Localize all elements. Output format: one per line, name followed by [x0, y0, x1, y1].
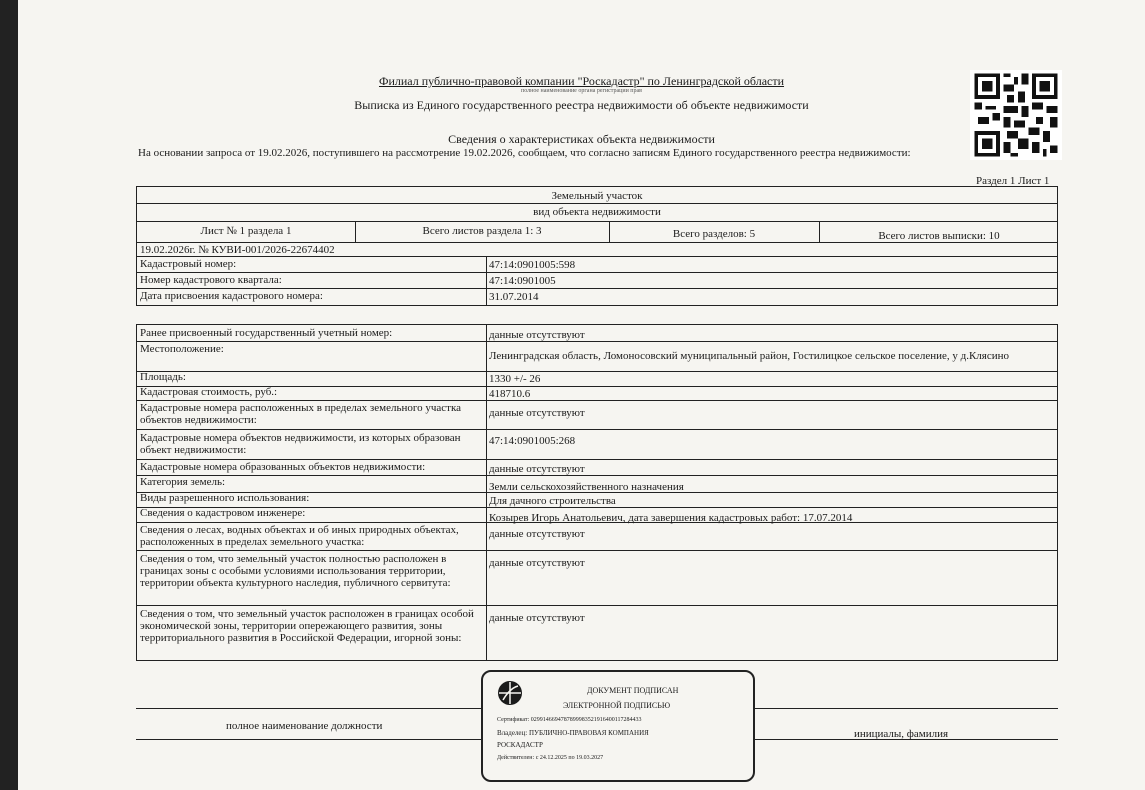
roskadastr-logo-icon [497, 680, 523, 706]
cadastral-number: 47:14:0901005:598 [489, 259, 576, 271]
assignment-date: 31.07.2014 [489, 291, 539, 303]
org-caption: полное наименование органа регистрации прав [520, 88, 643, 94]
prop-label: Категория земель: [140, 476, 226, 488]
quarter-number: 47:14:0901005 [489, 275, 556, 287]
prop-label: Кадастровые номера расположенных в пределах земельного участка объектов недвижимости: [140, 402, 462, 426]
stamp-line2: ЭЛЕКТРОННОЙ ПОДПИСЬЮ [563, 701, 671, 710]
basis-text: На основании запроса от 19.02.2026, поступившего на рассмотрение 19.02.2026, сообщаем, что согласно записям Единого государственного реестра недвижимости: [138, 147, 911, 159]
prop-label: Виды разрешенного использования: [140, 492, 310, 504]
id-label: Номер кадастрового квартала: [140, 274, 282, 286]
prop-value-engineer: Козырев Игорь Анатольевич, дата завершения кадастровых работ: 17.07.2014 [489, 512, 853, 524]
e-signature-stamp [481, 670, 755, 782]
object-type-box [136, 186, 1058, 222]
section-label: Раздел 1 Лист 1 [976, 175, 1050, 187]
sheets-in-section: Всего листов раздела 1: 3 [422, 225, 542, 237]
sheets-total: Всего листов выписки: 10 [878, 230, 1000, 242]
stamp-owner2: РОСКАДАСТР [497, 741, 543, 749]
prop-value: данные отсутствуют [489, 557, 585, 569]
prop-label: Местоположение: [140, 343, 224, 355]
prop-value-area: 1330 +/- 26 [489, 373, 541, 385]
prop-value: данные отсутствуют [489, 612, 585, 624]
prop-value-use: Для дачного строительства [489, 495, 616, 507]
qr-code-icon [970, 70, 1062, 160]
sections-count: Всего разделов: 5 [672, 228, 756, 240]
document-title: Выписка из Единого государственного реестра недвижимости об объекте недвижимости [354, 98, 809, 112]
object-type-caption: вид объекта недвижимости [533, 206, 661, 218]
name-caption: инициалы, фамилия [854, 728, 949, 740]
prop-value-category: Земли сельскохозяйственного назначения [489, 481, 684, 493]
prop-label: Сведения о лесах, водных объектах и об иных природных объектах, расположенных в пределах земельного участка: [140, 524, 459, 548]
prop-label: Площадь: [140, 371, 186, 383]
prop-label: Сведения о том, что земельный участок расположен в границах особой экономической зоны, территории опережающего развития, зоны территориального развития в Российской Федерации, игорной зоны: [140, 608, 474, 644]
stamp-cert: Сертификат: 0299146694787899983521916400117284433 [497, 717, 642, 723]
stamp-owner: Владелец: ПУБЛИЧНО-ПРАВОВАЯ КОМПАНИЯ [497, 729, 649, 737]
id-label: Дата присвоения кадастрового номера: [140, 290, 323, 302]
stamp-line1: ДОКУМЕНТ ПОДПИСАН [587, 686, 679, 695]
request-number: 19.02.2026г. № КУВИ-001/2026-22674402 [140, 244, 335, 256]
sheet-number: Лист № 1 раздела 1 [200, 225, 292, 237]
properties-table [136, 324, 1058, 661]
document-subtitle: Сведения о характеристиках объекта недвижимости [448, 132, 715, 146]
position-caption: полное наименование должности [226, 720, 383, 732]
prop-label: Сведения о том, что земельный участок полностью расположен в границах зоны с особыми условиями использования территории, территории объекта культурного наследия, публичного сервитута: [140, 553, 451, 589]
org-name: Филиал публично-правовой компании "Роскадастр" по Ленинградской области [378, 74, 785, 88]
id-label: Кадастровый номер: [140, 258, 237, 270]
prop-value: данные отсутствуют [489, 528, 585, 540]
document-sheet [18, 0, 1145, 790]
object-type: Земельный участок [551, 190, 643, 202]
prop-label: Кадастровые номера образованных объектов недвижимости: [140, 461, 426, 473]
prop-value-location: Ленинградская область, Ломоносовский муниципальный район, Гостилицкое сельское поселение, у д.Клясино [489, 350, 1010, 362]
sheet-info-row [136, 221, 1058, 243]
prop-label: Кадастровая стоимость, руб.: [140, 386, 278, 398]
identifiers-table [136, 242, 1058, 306]
stamp-valid: Действителен: с 24.12.2025 по 19.03.2027 [497, 755, 604, 761]
prop-value-cost: 418710.6 [489, 388, 531, 400]
prop-value: данные отсутствуют [489, 329, 585, 341]
prop-value: данные отсутствуют [489, 407, 585, 419]
prop-value: 47:14:0901005:268 [489, 435, 576, 447]
prop-label: Сведения о кадастровом инженере: [140, 507, 306, 519]
prop-value: данные отсутствуют [489, 463, 585, 475]
prop-label: Ранее присвоенный государственный учетный номер: [140, 327, 393, 339]
prop-label: Кадастровые номера объектов недвижимости, из которых образован объект недвижимости: [140, 432, 461, 456]
